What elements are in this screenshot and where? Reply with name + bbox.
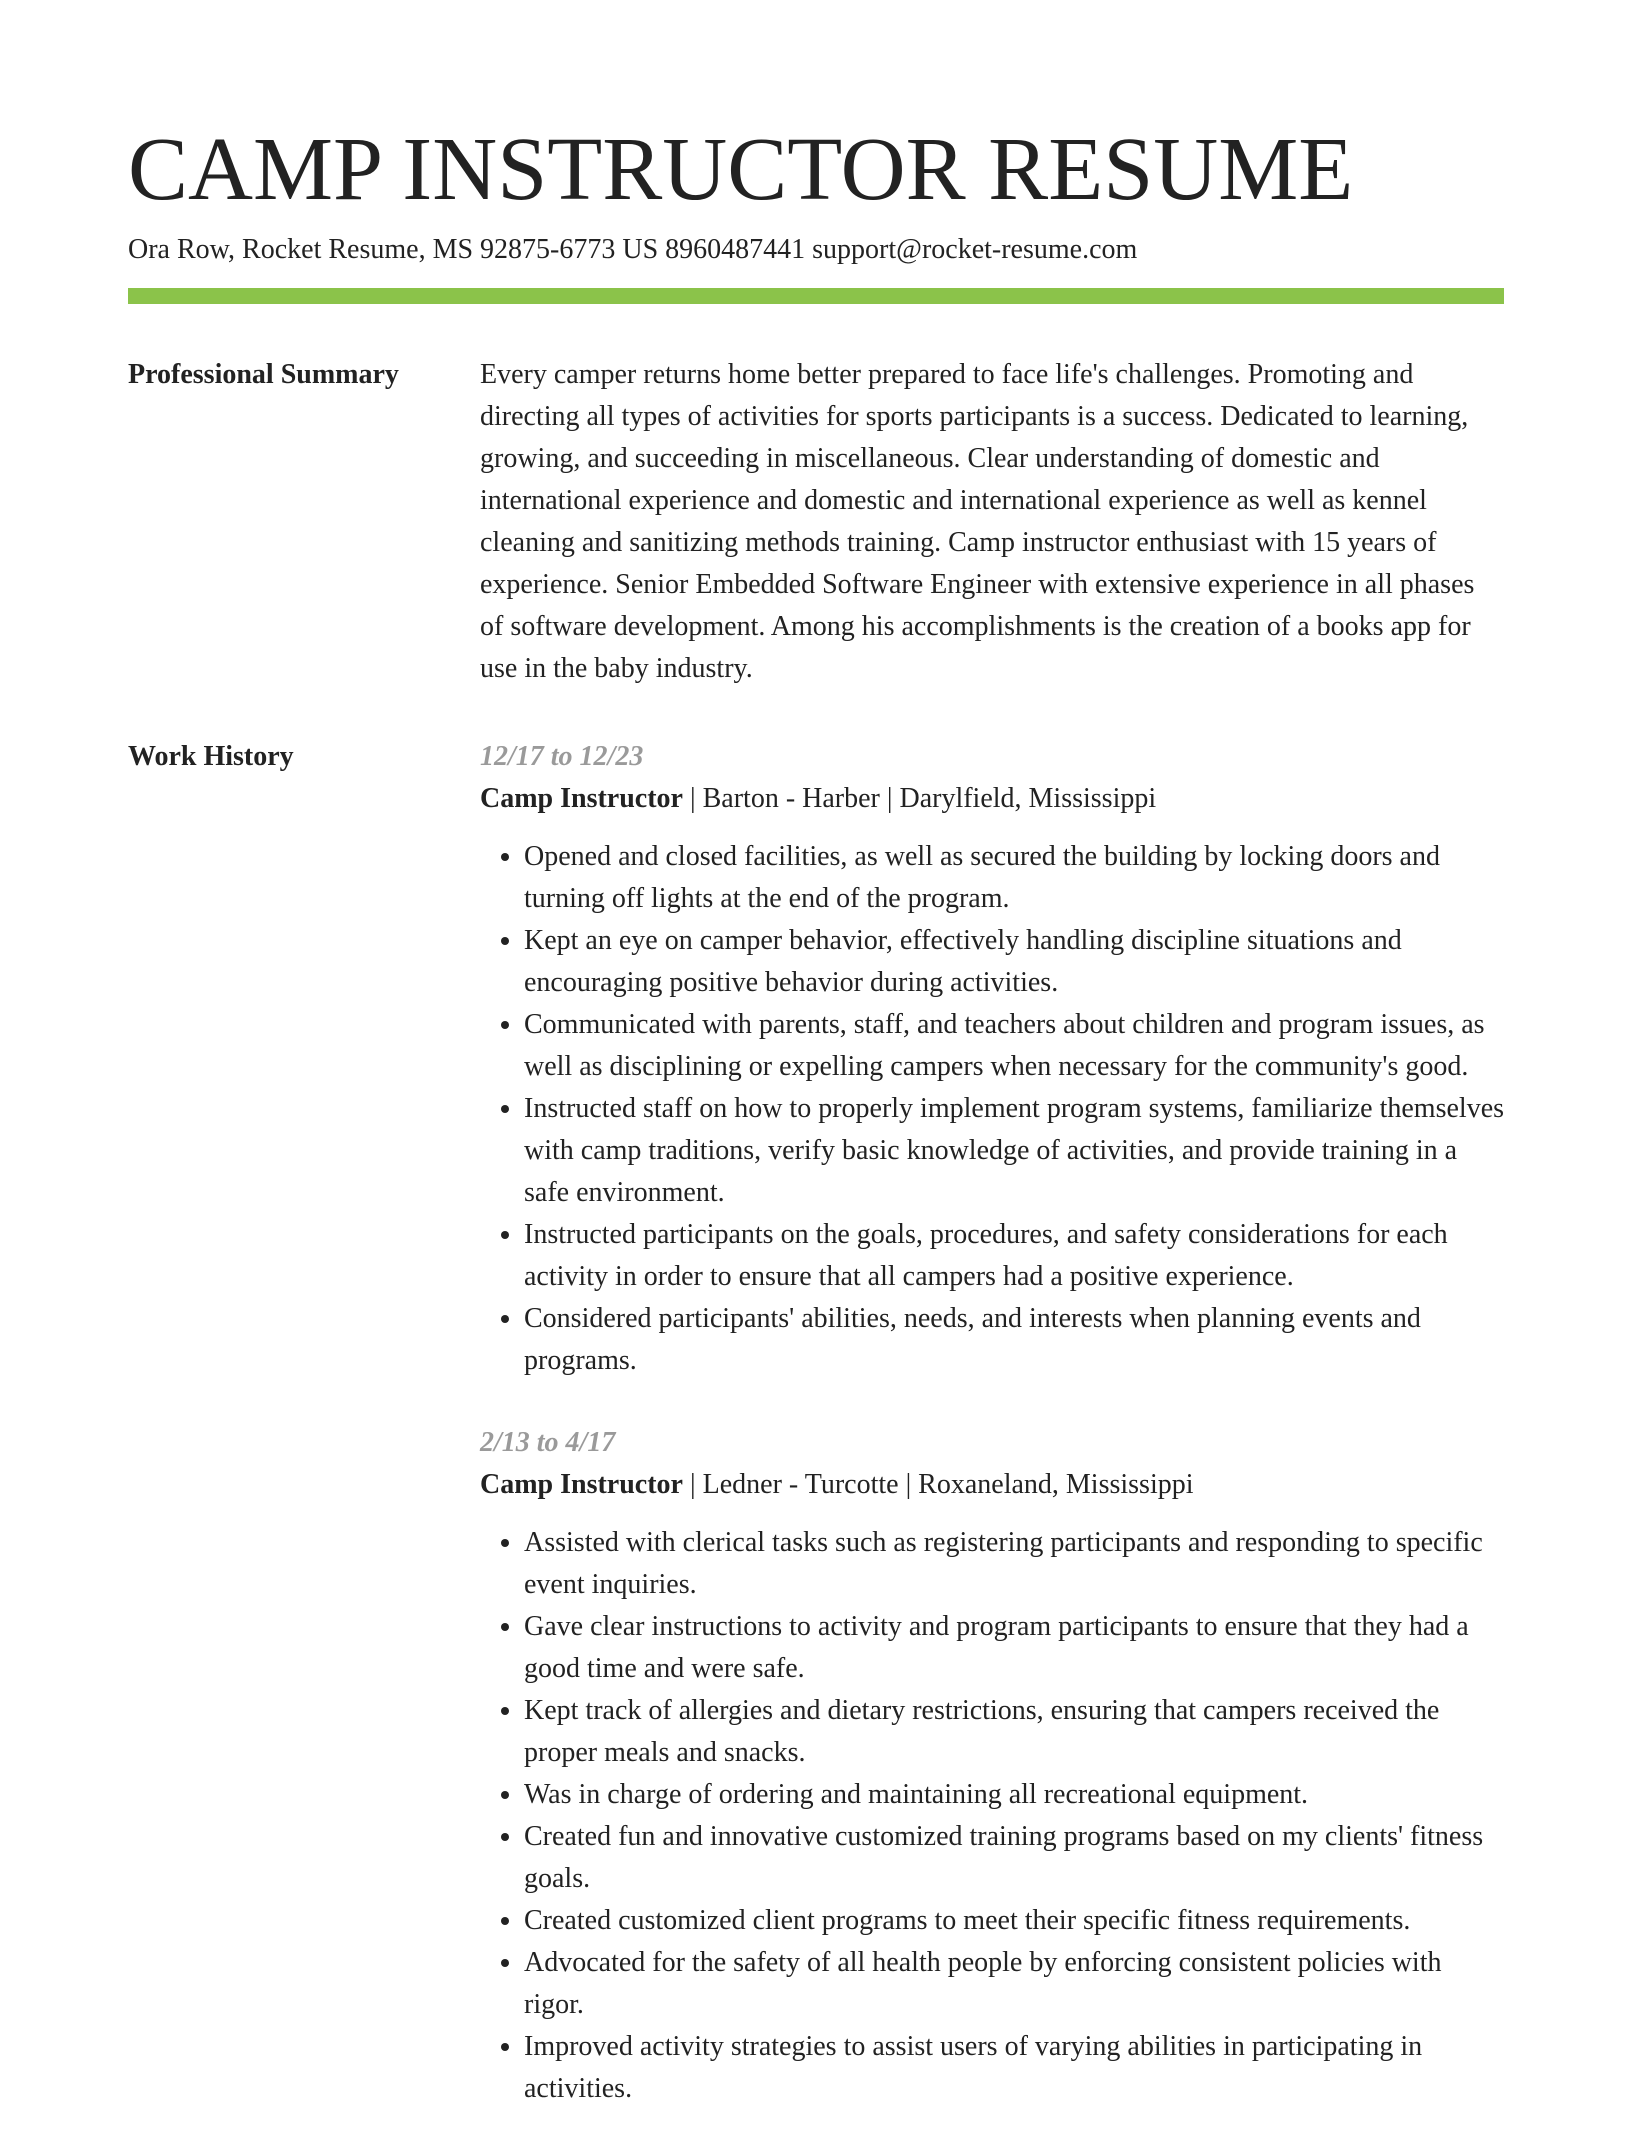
job-details: | Ledner - Turcotte | Roxaneland, Mississippi — [683, 1469, 1194, 1500]
job-bullets — [480, 1522, 1504, 2110]
page-title: CAMP INSTRUCTOR RESUME — [128, 120, 1354, 219]
job-dates: 2/13 to 4/17 — [480, 1427, 616, 1458]
job-entry — [480, 1422, 1504, 2110]
job-heading — [480, 1464, 1504, 1506]
job-title: Camp Instructor — [480, 1469, 683, 1500]
list-item: • Was in charge of ordering and maintaining all recreational equipment. — [524, 1774, 1504, 1816]
job-details: | Barton - Harber | Darylfield, Mississippi — [683, 783, 1157, 814]
list-item: • Gave clear instructions to activity and program participants to ensure that they had a good time and were safe. — [524, 1606, 1504, 1690]
work-history-body — [480, 736, 1504, 2150]
list-item: • Communicated with parents, staff, and teachers about children and program issues, as well as disciplining or expelling campers when necessary for the community's good. — [524, 1004, 1504, 1088]
section-label-work-history: Work History — [128, 741, 294, 772]
summary-text: Every camper returns home better prepared to face life's challenges. Promoting and directing all types of activities for sports participants is a success. Dedicated to learning, growing, and succeeding in miscellaneous. Clear understanding of domestic and international experience and domestic and international experience as well as kennel cleaning and sanitizing methods training. Camp instructor enthusiast with 15 years of experience. Senior Embedded Software Engineer with extensive experience in all phases of software development. Among his accomplishments is the creation of a books app for use in the baby industry. — [480, 359, 1475, 684]
list-item: • Assisted with clerical tasks such as registering participants and responding to specific event inquiries. — [524, 1522, 1504, 1606]
list-item: • Kept an eye on camper behavior, effectively handling discipline situations and encouraging positive behavior during activities. — [524, 920, 1504, 1004]
accent-divider — [128, 288, 1504, 304]
list-item: • Opened and closed facilities, as well as secured the building by locking doors and turning off lights at the end of the program. — [524, 836, 1504, 920]
job-bullets — [480, 836, 1504, 1382]
list-item: • Improved activity strategies to assist users of varying abilities in participating in activities. — [524, 2026, 1504, 2110]
list-item: • Created fun and innovative customized training programs based on my clients' fitness goals. — [524, 1816, 1504, 1900]
job-title: Camp Instructor — [480, 783, 683, 814]
list-item: • Created customized client programs to meet their specific fitness requirements. — [524, 1900, 1504, 1942]
job-heading — [480, 778, 1504, 820]
list-item: • Kept track of allergies and dietary restrictions, ensuring that campers received the proper meals and snacks. — [524, 1690, 1504, 1774]
job-entry — [480, 736, 1504, 1382]
list-item: • Considered participants' abilities, needs, and interests when planning events and programs. — [524, 1298, 1504, 1382]
list-item: • Instructed staff on how to properly implement program systems, familiarize themselves with camp traditions, verify basic knowledge of activities, and provide training in a safe environment. — [524, 1088, 1504, 1214]
list-item: • Instructed participants on the goals, procedures, and safety considerations for each activity in order to ensure that all campers had a positive experience. — [524, 1214, 1504, 1298]
job-dates: 12/17 to 12/23 — [480, 741, 644, 772]
section-label-summary: Professional Summary — [128, 359, 399, 390]
contact-info: Ora Row, Rocket Resume, MS 92875-6773 US 8960487441 support@rocket-resume.com — [128, 234, 1138, 265]
resume-page — [128, 120, 1504, 2150]
summary-body — [480, 354, 1504, 690]
list-item: • Advocated for the safety of all health people by enforcing consistent policies with rigor. — [524, 1942, 1504, 2026]
work-history-section — [128, 736, 1504, 2150]
professional-summary-section — [128, 354, 1504, 690]
